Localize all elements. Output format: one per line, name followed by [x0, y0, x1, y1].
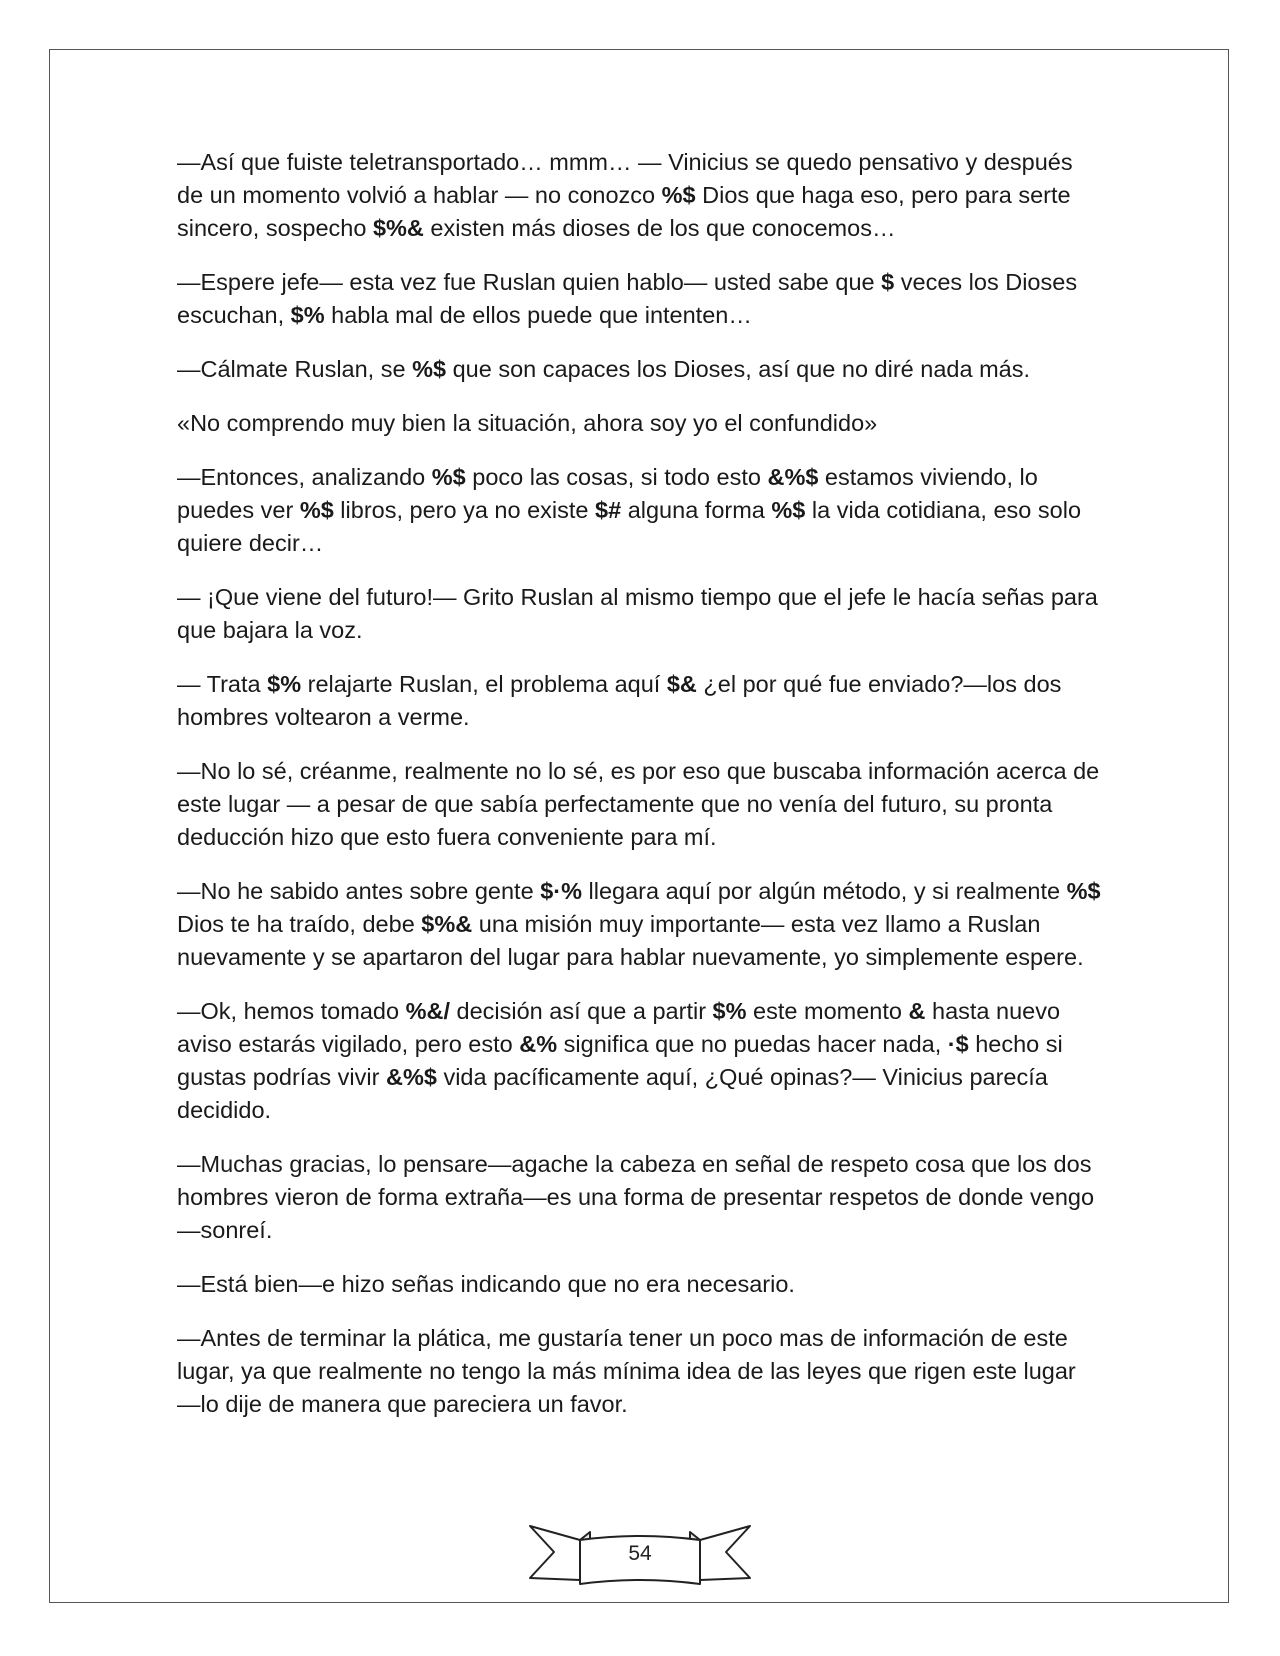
text-run: veces los Dioses escuchan, — [177, 269, 1078, 328]
paragraph — [177, 755, 1103, 854]
page-number-ribbon — [528, 1518, 752, 1598]
bold-symbol-text: $% — [712, 998, 747, 1024]
text-run: «No comprendo muy bien la situación, ahora soy yo el confundido» — [177, 410, 878, 436]
bold-symbol-text: $%& — [421, 911, 473, 937]
text-run: ¿el por qué fue enviado?—los dos hombres voltearon a verme. — [177, 671, 1062, 730]
text-run: que son capaces los Dioses, así que no diré nada más. — [446, 356, 1030, 382]
page-number: 54 — [628, 1542, 652, 1565]
text-run: —Está bien—e hizo señas indicando que no era necesario. — [177, 1271, 795, 1297]
bold-symbol-text: %&/ — [405, 998, 450, 1024]
bold-symbol-text: $% — [267, 671, 302, 697]
bold-symbol-text: $& — [666, 671, 697, 697]
paragraph — [177, 461, 1103, 560]
bold-symbol-text: &%$ — [385, 1064, 437, 1090]
text-run: —No lo sé, créanme, realmente no lo sé, es por eso que buscaba información acerca de este lugar — a pesar de que sabía perfectamente que no venía del futuro, su pronta deducción hizo que esto fuera conveniente para mí. — [177, 758, 1100, 850]
text-run: —Así que fuiste teletransportado… mmm… — Vinicius se quedo pensativo y después de un momento volvió a hablar — no conozco — [177, 149, 1073, 208]
text-run: relajarte Ruslan, el problema aquí — [301, 671, 667, 697]
paragraph — [177, 875, 1103, 974]
bold-symbol-text: $·% — [540, 878, 582, 904]
text-run: —Espere jefe— esta vez fue Ruslan quien hablo— usted sabe que — [177, 269, 882, 295]
bold-symbol-text: %$ — [431, 464, 466, 490]
text-run: —Cálmate Ruslan, se — [177, 356, 413, 382]
paragraph — [177, 407, 1103, 440]
text-run: la vida cotidiana, eso solo quiere decir… — [177, 497, 1082, 556]
text-run: habla mal de ellos puede que intenten… — [324, 302, 752, 328]
text-run: —Ok, hemos tomado — [177, 998, 406, 1024]
bold-symbol-text: %$ — [412, 356, 447, 382]
text-run: alguna forma — [621, 497, 772, 523]
text-run: estamos viviendo, lo puedes ver — [177, 464, 1038, 523]
paragraph — [177, 581, 1103, 647]
text-run: —Entonces, analizando — [177, 464, 432, 490]
text-run: existen más dioses de los que conocemos… — [423, 215, 896, 241]
bold-symbol-text: $ — [881, 269, 895, 295]
paragraph — [177, 668, 1103, 734]
text-run: libros, pero ya no existe — [333, 497, 596, 523]
text-run: decisión así que a partir — [449, 998, 713, 1024]
bold-symbol-text: $% — [290, 302, 325, 328]
bold-symbol-text: %$ — [1066, 878, 1101, 904]
bold-symbol-text: & — [908, 998, 926, 1024]
text-run: —No he sabido antes sobre gente — [177, 878, 541, 904]
paragraph — [177, 353, 1103, 386]
bold-symbol-text: %$ — [661, 182, 696, 208]
text-run: llegara aquí por algún método, y si realmente — [581, 878, 1067, 904]
text-run: este momento — [746, 998, 909, 1024]
bold-symbol-text: &%$ — [767, 464, 819, 490]
bold-symbol-text: %$ — [771, 497, 806, 523]
document-body — [177, 146, 1103, 1442]
bold-symbol-text: $# — [595, 497, 622, 523]
bold-symbol-text: %$ — [299, 497, 334, 523]
text-run: significa que no puedas hacer nada, — [557, 1031, 948, 1057]
paragraph — [177, 1148, 1103, 1247]
paragraph — [177, 1268, 1103, 1301]
text-run: Dios te ha traído, debe — [177, 911, 422, 937]
paragraph — [177, 1322, 1103, 1421]
text-run: —Muchas gracias, lo pensare—agache la cabeza en señal de respeto cosa que los dos hombres vieron de forma extraña—es una forma de presentar respetos de donde vengo—sonreí. — [177, 1151, 1095, 1243]
text-run: vida pacíficamente aquí, ¿Qué opinas?— Vinicius parecía decidido. — [177, 1064, 1048, 1123]
text-run: una misión muy importante— esta vez llamo a Ruslan nuevamente y se apartaron del lugar para hablar nuevamente, yo simplemente espere. — [177, 911, 1084, 970]
bold-symbol-text: ·$ — [947, 1031, 969, 1057]
text-run: — Trata — [177, 671, 268, 697]
bold-symbol-text: &% — [519, 1031, 558, 1057]
paragraph — [177, 995, 1103, 1127]
bold-symbol-text: $%& — [372, 215, 424, 241]
text-run: Dios que haga eso, pero para serte sincero, sospecho — [177, 182, 1071, 241]
text-run: — ¡Que viene del futuro!— Grito Ruslan al mismo tiempo que el jefe le hacía señas para que bajara la voz. — [177, 584, 1098, 643]
paragraph — [177, 146, 1103, 245]
text-run: hecho si gustas podrías vivir — [177, 1031, 1063, 1090]
text-run: poco las cosas, si todo esto — [465, 464, 768, 490]
text-run: —Antes de terminar la plática, me gustaría tener un poco mas de información de este lugar, ya que realmente no tengo la más mínima idea de las leyes que rigen este lugar —lo dije de manera que pareciera un favor. — [177, 1325, 1076, 1417]
paragraph — [177, 266, 1103, 332]
text-run: hasta nuevo aviso estarás vigilado, pero esto — [177, 998, 1061, 1057]
